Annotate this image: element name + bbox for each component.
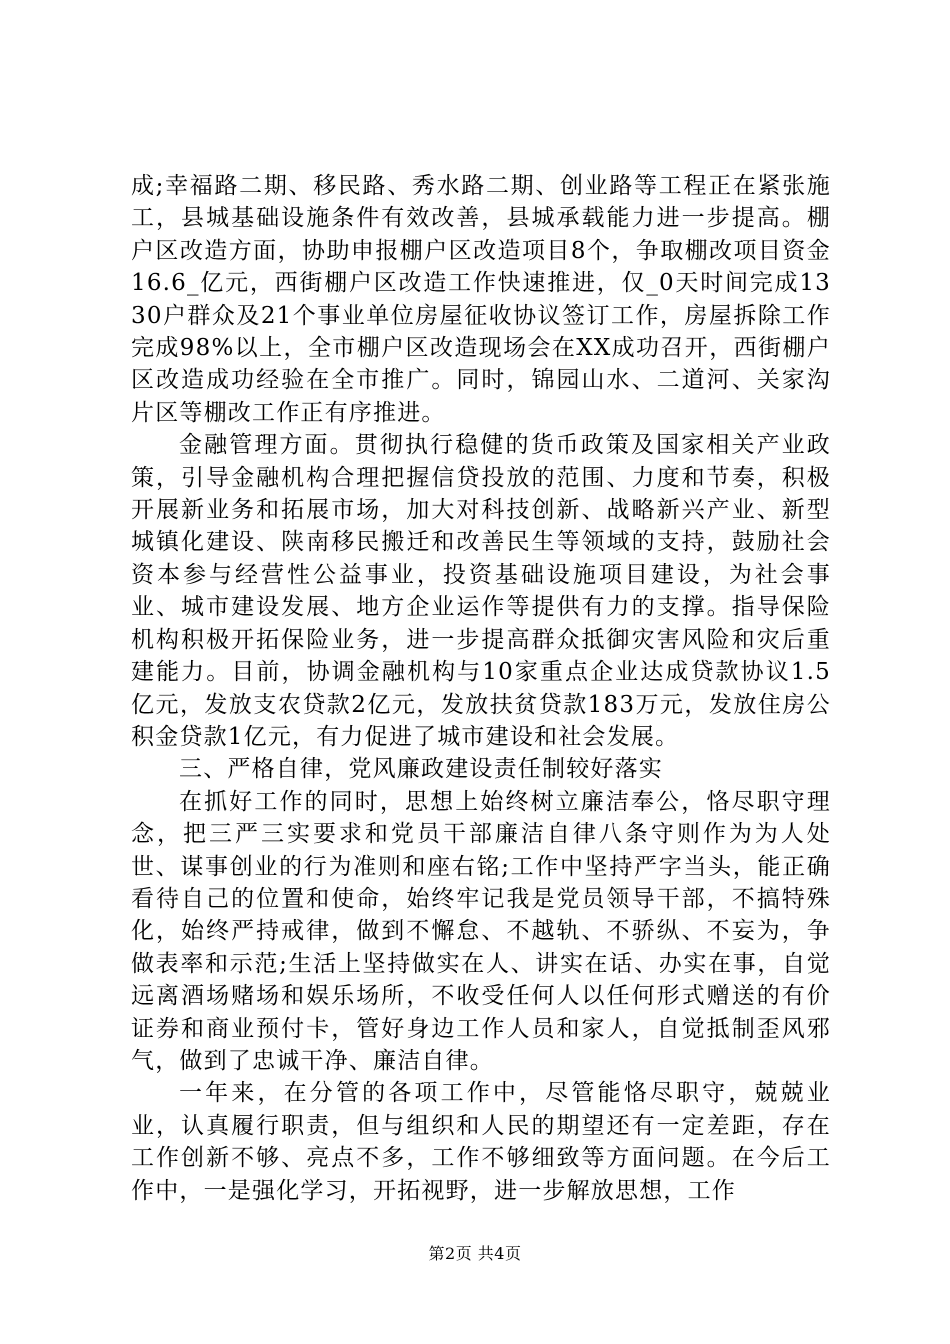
paragraph-shantytown-renovation: 成;幸福路二期、移民路、秀水路二期、创业路等工程正在紧张施工，县城基础设施条件有效改善，县城承载能力进一步提高。棚户区改造方面，协助申报棚户区改造项目8个，争取棚改项目资金16.6_亿元，西街棚户区改造工作快速推进，仅_0天时间完成1330户群众及21个事业单位房屋征收协议签订工作，房屋拆除工作完成98%以上，全市棚户区改造现场会在XX成功召开，西街棚户区改造成功经验在全市推广。同时，锦园山水、二道河、关家沟片区等棚改工作正有序推进。 [131,173,831,426]
section-heading-self-discipline: 三、严格自律，党风廉政建设责任制较好落实 [179,756,663,783]
document-body [131,170,831,1207]
paragraph-financial-management: 金融管理方面。贯彻执行稳健的货币政策及国家相关产业政策，引导金融机构合理把握信贷投放的范围、力度和节奏，积极开展新业务和拓展市场，加大对科技创新、战略新兴产业、新型城镇化建设、陕南移民搬迁和改善民生等领域的支持，鼓励社会资本参与经营性公益事业，投资基础设施项目建设，为社会事业、城市建设发展、地方企业运作等提供有力的支撑。指导保险机构积极开拓保险业务，进一步提高群众抵御灾害风险和灾后重建能力。目前，协调金融机构与10家重点企业达成贷款协议1.5亿元，发放支农贷款2亿元，发放扶贫贷款183万元，发放住房公积金贷款1亿元，有力促进了城市建设和社会发展。 [131,432,831,750]
page-footer: 第2页 共4页 [428,1244,522,1263]
paragraph-shortcomings: 一年来，在分管的各项工作中，尽管能恪尽职守，兢兢业业，认真履行职责，但与组织和人民的期望还有一定差距，存在工作创新不够、亮点不多，工作不够细致等方面问题。在今后工作中，一是强化学习，开拓视野，进一步解放思想，工作 [131,1080,831,1204]
paragraph-integrity: 在抓好工作的同时，思想上始终树立廉洁奉公，恪尽职守理念，把三严三实要求和党员干部廉洁自律八条守则作为为人处世、谋事创业的行为准则和座右铭;工作中坚持严字当头，能正确看待自己的位置和使命，始终牢记我是党员领导干部，不搞特殊化，始终严持戒律，做到不懈怠、不越轨、不骄纵、不妄为，争做表率和示范;生活上坚持做实在人、讲实在话、办实在事，自觉远离酒场赌场和娱乐场所，不收受任何人以任何形式赠送的有价证券和商业预付卡，管好身边工作人员和家人，自觉抵制歪风邪气，做到了忠诚干净、廉洁自律。 [131,788,831,1074]
